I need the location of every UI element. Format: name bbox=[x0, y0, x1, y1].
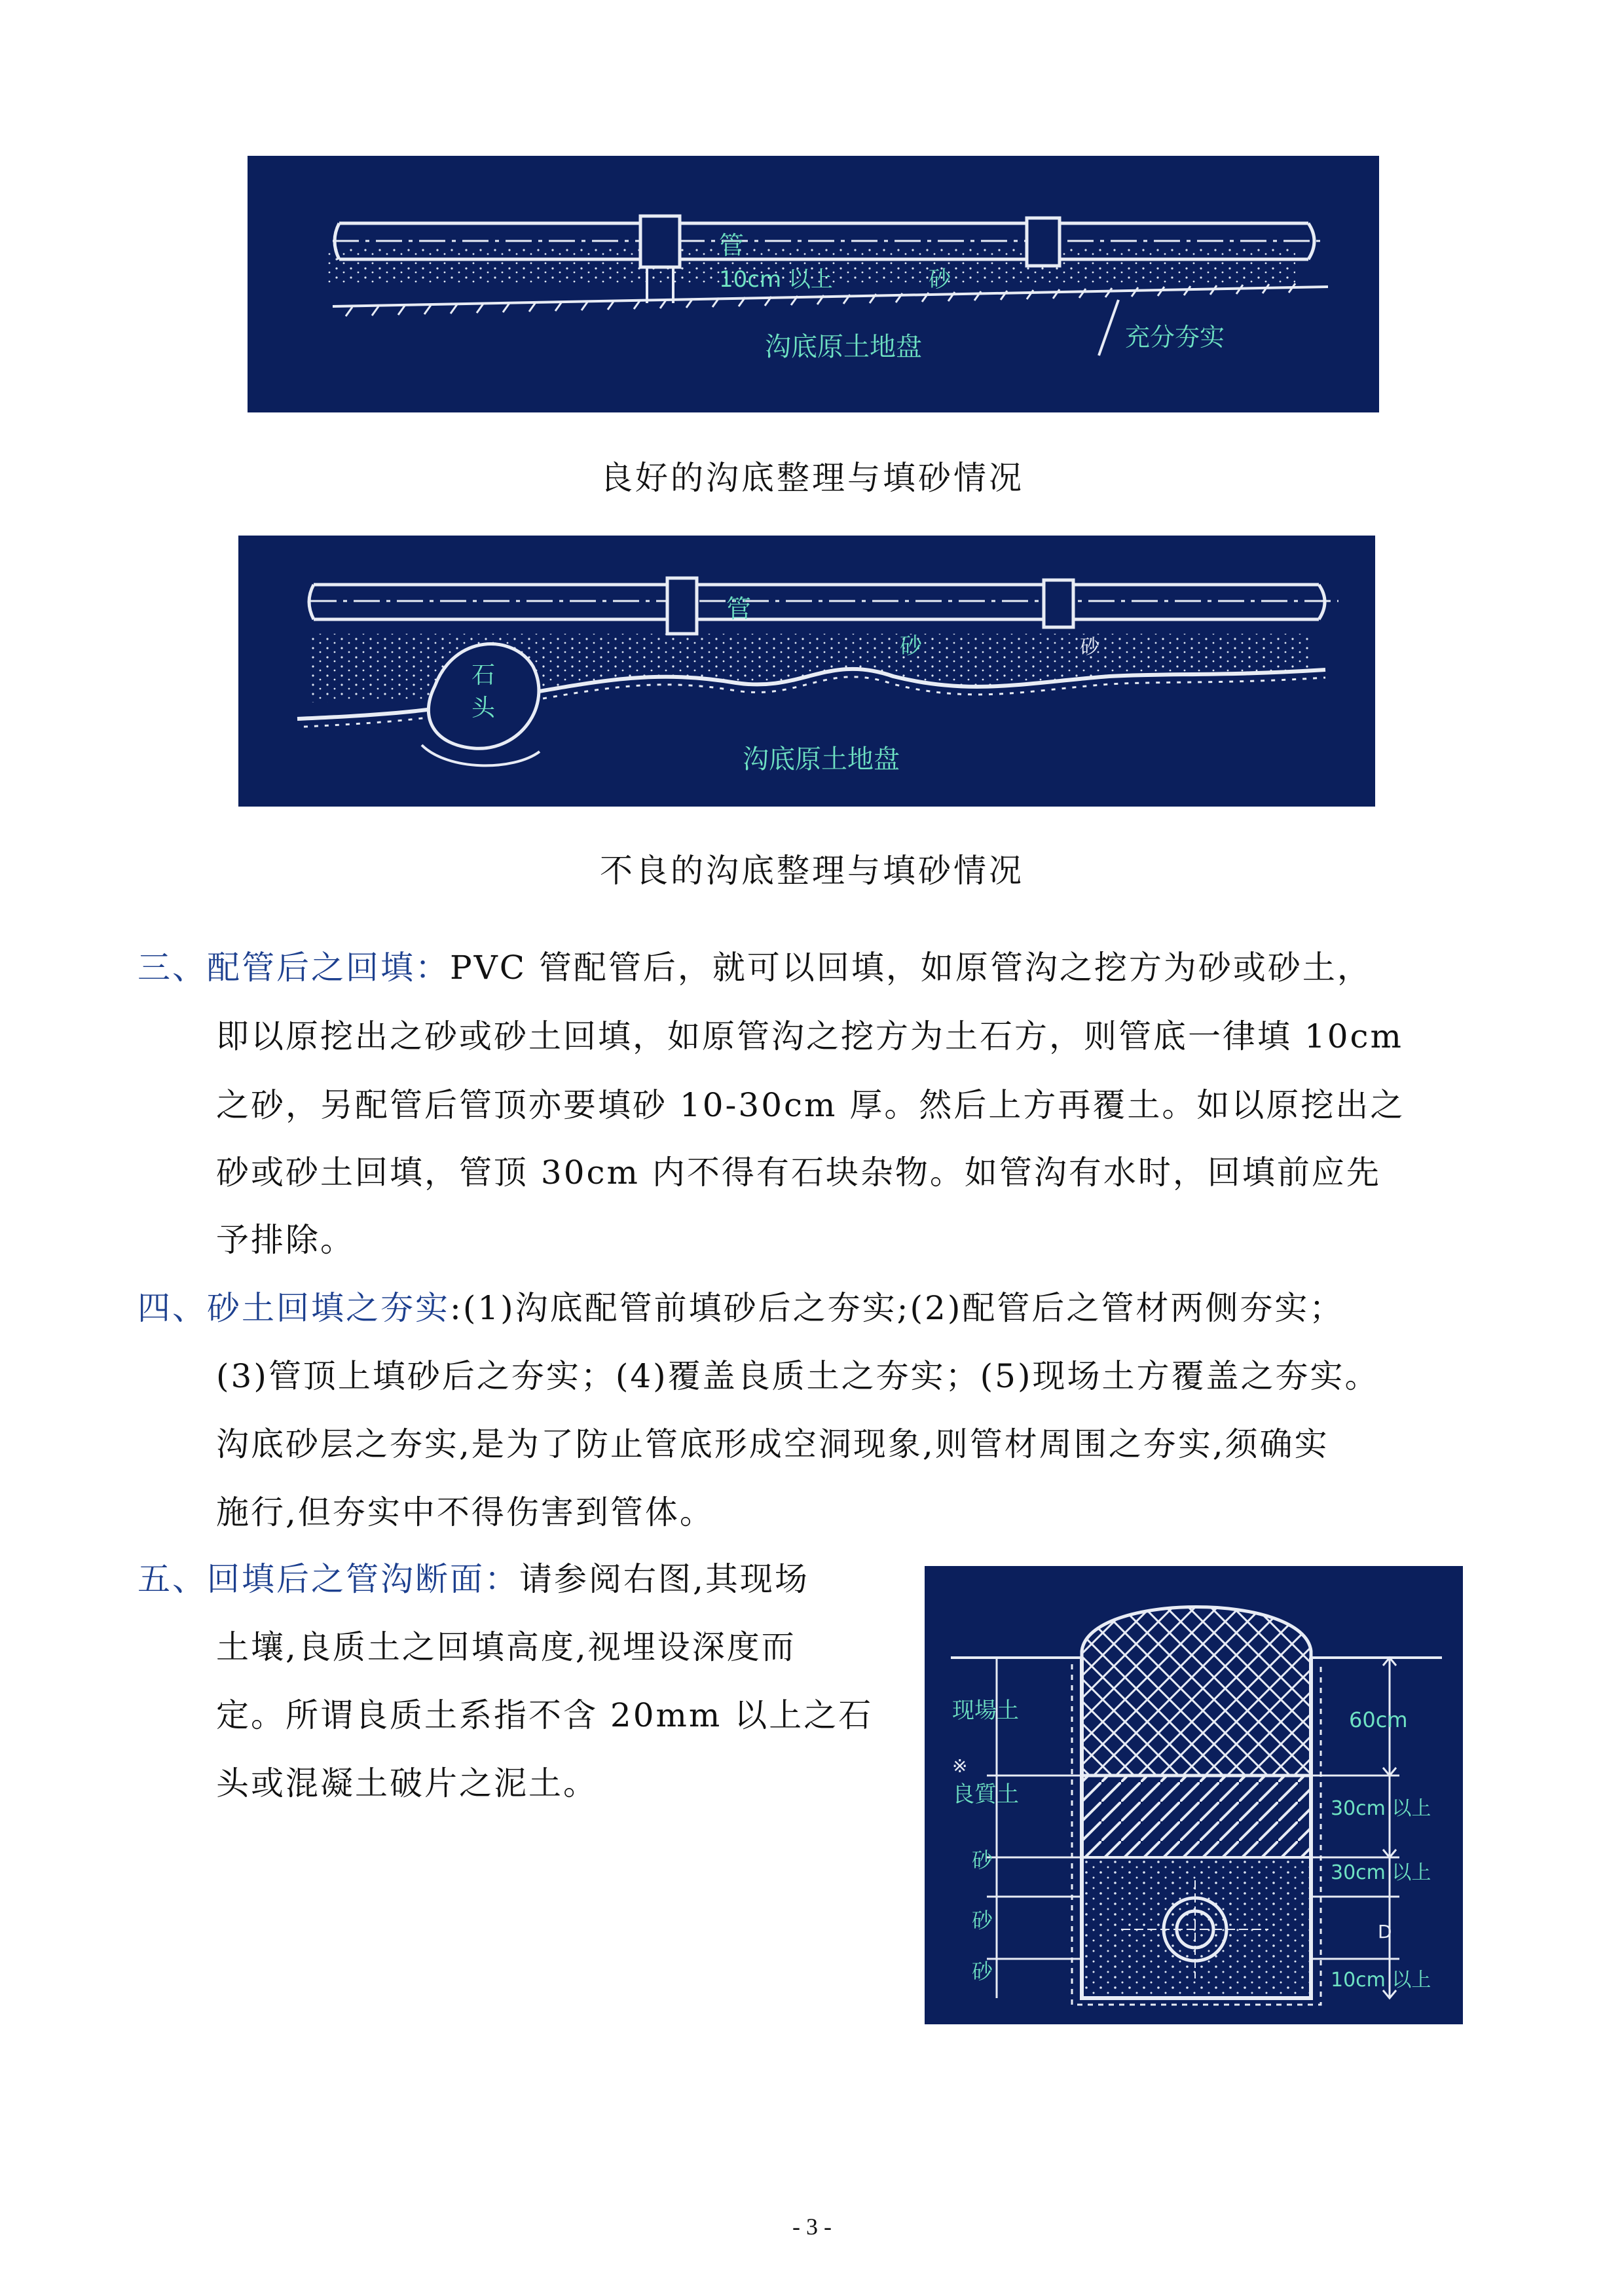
sand-label-c: 砂 bbox=[972, 1959, 993, 1984]
rock-label-1: 石 bbox=[471, 662, 496, 689]
dim-30cm-lower: 30cm 以上 bbox=[1331, 1861, 1431, 1884]
dim-10cm: 10cm 以上 bbox=[1331, 1969, 1431, 1992]
section-3-line-1: PVC 管配管后，就可以回填，如原管沟之挖方为砂或砂土， bbox=[450, 949, 1372, 987]
section-4-heading: 四、砂土回填之夯实 bbox=[138, 1289, 450, 1327]
section-5-heading: 五、回填后之管沟断面： bbox=[138, 1560, 519, 1598]
sand-label-2: 砂 bbox=[1080, 636, 1099, 659]
section-5-line-1: 请参阅右图,其现场 bbox=[519, 1560, 809, 1598]
section-3-line-3: 之砂，另配管后管顶亦要填砂 10-30cm 厚。然后上方再覆土。如以原挖出之 bbox=[216, 1086, 1405, 1124]
dim-60cm: 60cm bbox=[1349, 1707, 1408, 1732]
section-5-line-4: 头或混凝土破片之泥土。 bbox=[216, 1764, 598, 1802]
good-trench-diagram bbox=[248, 156, 1379, 412]
pipe-label: 管 bbox=[719, 231, 745, 260]
sand-label-a: 砂 bbox=[972, 1848, 993, 1872]
sand-label-b: 砂 bbox=[972, 1908, 993, 1933]
asterisk-mark: ※ bbox=[952, 1755, 968, 1777]
section-3-line-4: 砂或砂土回填，管顶 30cm 内不得有石块杂物。如管沟有水时，回填前应先 bbox=[216, 1154, 1381, 1192]
section-5-line-2: 土壤,良质土之回填高度,视埋设深度而 bbox=[216, 1628, 796, 1666]
ground-label: 沟底原土地盘 bbox=[765, 332, 922, 362]
ground-label: 沟底原土地盘 bbox=[743, 744, 900, 774]
sand-label: 砂 bbox=[900, 633, 922, 659]
compact-label: 充分夯实 bbox=[1125, 323, 1225, 352]
caption-good: 良好的沟底整理与填砂情况 bbox=[600, 459, 1024, 497]
dim-30cm-upper: 30cm 以上 bbox=[1331, 1797, 1431, 1820]
dim-d: D bbox=[1378, 1921, 1392, 1942]
bad-trench-diagram bbox=[238, 536, 1375, 807]
good-soil-label: 良質土 bbox=[952, 1781, 1019, 1808]
section-4-line-4: 施行,但夯实中不得伤害到管体。 bbox=[216, 1493, 714, 1531]
caption-bad: 不良的沟底整理与填砂情况 bbox=[600, 852, 1024, 890]
sand-label: 砂 bbox=[929, 266, 951, 293]
gap-label: 10cm 以上 bbox=[719, 266, 833, 293]
section-3-heading: 三、配管后之回填： bbox=[138, 949, 450, 987]
section-4-line-3: 沟底砂层之夯实,是为了防止管底形成空洞现象,则管材周围之夯实,须确实 bbox=[216, 1425, 1329, 1463]
page-number: - 3 - bbox=[792, 2214, 832, 2240]
section-4-line-2: (3)管顶上填砂后之夯实；(4)覆盖良质土之夯实；(5)现场土方覆盖之夯实。 bbox=[216, 1357, 1380, 1395]
section-4-line-1: :(1)沟底配管前填砂后之夯实;(2)配管后之管材两侧夯实； bbox=[450, 1289, 1344, 1327]
site-soil-label: 现場土 bbox=[952, 1698, 1019, 1724]
section-5-line-3: 定。所谓良质土系指不含 20mm 以上之石 bbox=[216, 1696, 874, 1734]
rock-label-2: 头 bbox=[471, 695, 496, 721]
pipe-label: 管 bbox=[726, 594, 752, 623]
section-3-line-2: 即以原挖出之砂或砂土回填，如原管沟之挖方为土石方，则管底一律填 10cm bbox=[216, 1017, 1403, 1055]
trench-cross-section-diagram bbox=[925, 1566, 1463, 2024]
section-3-line-5: 予排除。 bbox=[216, 1221, 355, 1259]
